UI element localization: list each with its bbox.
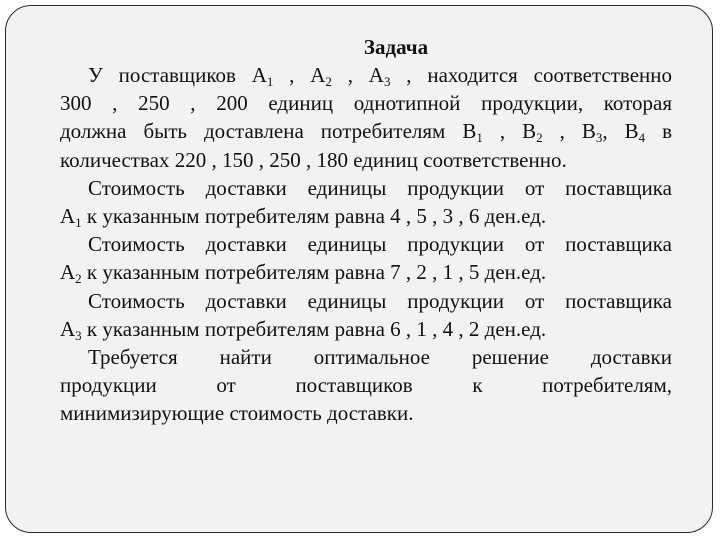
problem-line-2: 300 , 250 , 200 единиц однотипной продукции, которая (60, 91, 672, 116)
slide-content (60, 33, 672, 428)
problem-paragraph (60, 61, 672, 174)
page-title: Задача (363, 35, 429, 59)
problem-line-3: должна быть доставлена потребителям $В_1$ , $В_2$ , $В_3$, $В_4$ в (60, 119, 672, 146)
requirement-line-2: продукции от поставщиков к потребителям, (60, 373, 672, 398)
cost-2-lead: Стоимость доставки единицы продукции от поставщика (88, 232, 672, 257)
cost-3-tail-line: $А_3$ к указанным потребителям равна 6 , 1 , 4 , 2 ден.ед. (60, 316, 547, 343)
requirement-paragraph (60, 343, 672, 428)
cost-2-tail-line: $А_2$ к указанным потребителям равна 7 , 2 , 1 , 5 ден.ед. (60, 260, 547, 287)
cost-paragraph-3 (60, 287, 672, 343)
cost-paragraph-2 (60, 230, 672, 286)
cost-paragraph-1 (60, 174, 672, 230)
requirement-line-1: Требуется найти оптимальное решение доставки (88, 345, 672, 370)
requirement-line-3: минимизирующие стоимость доставки. (60, 401, 414, 426)
problem-line-4: количествах 220 , 150 , 250 , 180 единиц соответственно. (60, 147, 567, 172)
cost-1-tail-line: $А_1$ к указанным потребителям равна 4 , 5 , 3 , 6 ден.ед. (60, 204, 547, 231)
problem-line-1: У поставщиков $А_1$ , $А_2$ , $А_3$ , находится соответственно (88, 63, 672, 89)
cost-1-lead: Стоимость доставки единицы продукции от поставщика (88, 175, 672, 200)
cost-3-lead: Стоимость доставки единицы продукции от поставщика (88, 288, 672, 313)
